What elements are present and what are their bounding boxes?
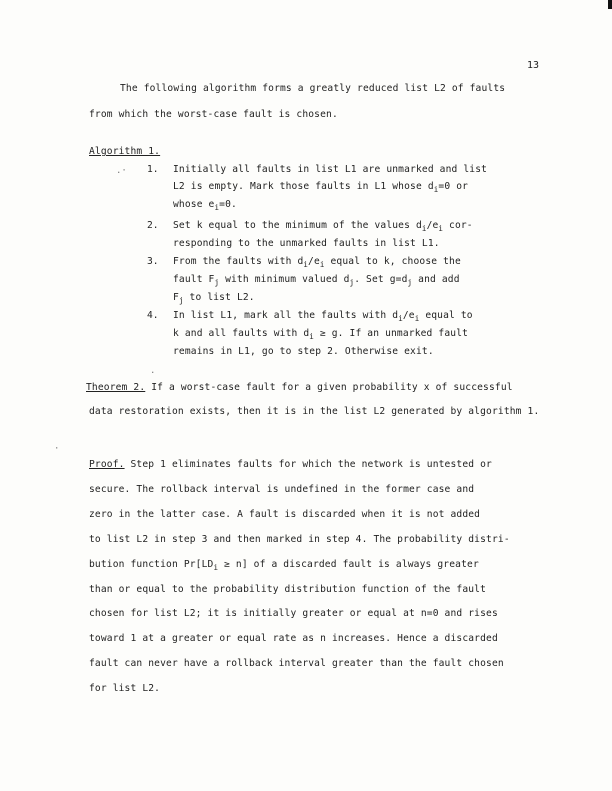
step-2-number: 2.	[147, 220, 159, 231]
proof-line-5: bution function $Pr[LD_i \ge n]$ of a discarded fault is always greater	[89, 559, 479, 572]
step-2-line-2: responding to the unmarked faults in list L1.	[173, 238, 440, 249]
step-4-number: 4.	[147, 310, 159, 321]
algorithm-heading: Algorithm 1.	[89, 146, 161, 157]
step-4-line-1: In list L1, mark all the faults with $d_i/e_i$ equal to	[173, 310, 473, 323]
scan-edge-mark	[608, 0, 612, 9]
step-1-line-2: L2 is empty. Mark those faults in L1 whose $d_i=0$ or	[173, 181, 469, 194]
intro-line-1: The following algorithm forms a greatly reduced list L2 of faults	[120, 83, 506, 94]
step-2-line-1: Set k equal to the minimum of the values $d_i/e_i$ cor-	[173, 220, 473, 233]
proof-line-6: than or equal to the probability distribution function of the fault	[89, 584, 487, 595]
intro-line-2: from which the worst-case fault is chosen.	[89, 109, 338, 120]
theorem-label: Theorem 2.	[86, 382, 146, 393]
proof-line-2: secure. The rollback interval is undefined in the former case and	[89, 484, 475, 495]
scan-speck: .	[150, 366, 156, 376]
scan-speck: ·	[54, 444, 60, 454]
step-4-line-2: k and all faults with $d_i \ge g$. If an unmarked fault	[173, 328, 469, 341]
step-3-line-3: $F_j$ to list L2.	[173, 292, 255, 305]
proof-line-8: toward 1 at a greater or equal rate as n increases. Hence a discarded	[89, 633, 498, 644]
theorem-line-2: data restoration exists, then it is in the list L2 generated by algorithm 1.	[89, 406, 540, 417]
step-1-line-3: whose $e_i=0$.	[173, 199, 237, 212]
proof-line-7: chosen for list L2; it is initially greater or equal at n=0 and rises	[89, 608, 498, 619]
theorem-line-1: Theorem 2. If a worst-case fault for a given probability x of successful	[86, 382, 513, 393]
step-3-line-2: fault $F_j$ with minimum valued $d_j$. Set $g=d_j$ and add	[173, 274, 460, 287]
step-3-line-1: From the faults with $d_i/e_i$ equal to k, choose the	[173, 256, 461, 269]
proof-line-10: for list L2.	[89, 683, 161, 694]
proof-line-1: Proof. Step 1 eliminates faults for which the network is untested or	[89, 459, 492, 470]
scan-speck: .·	[116, 166, 127, 176]
proof-line-3: zero in the latter case. A fault is discarded when it is not added	[89, 509, 481, 520]
step-3-number: 3.	[147, 256, 159, 267]
step-4-line-3: remains in L1, go to step 2. Otherwise exit.	[173, 346, 434, 357]
proof-label: Proof.	[89, 459, 125, 470]
step-1-line-1: Initially all faults in list L1 are unmarked and list	[173, 164, 488, 175]
proof-line-9: fault can never have a rollback interval greater than the fault chosen	[89, 658, 504, 669]
step-1-number: 1.	[147, 164, 159, 175]
proof-line-4: to list L2 in step 3 and then marked in step 4. The probability distri-	[89, 534, 510, 545]
page-number: 13	[527, 60, 540, 71]
